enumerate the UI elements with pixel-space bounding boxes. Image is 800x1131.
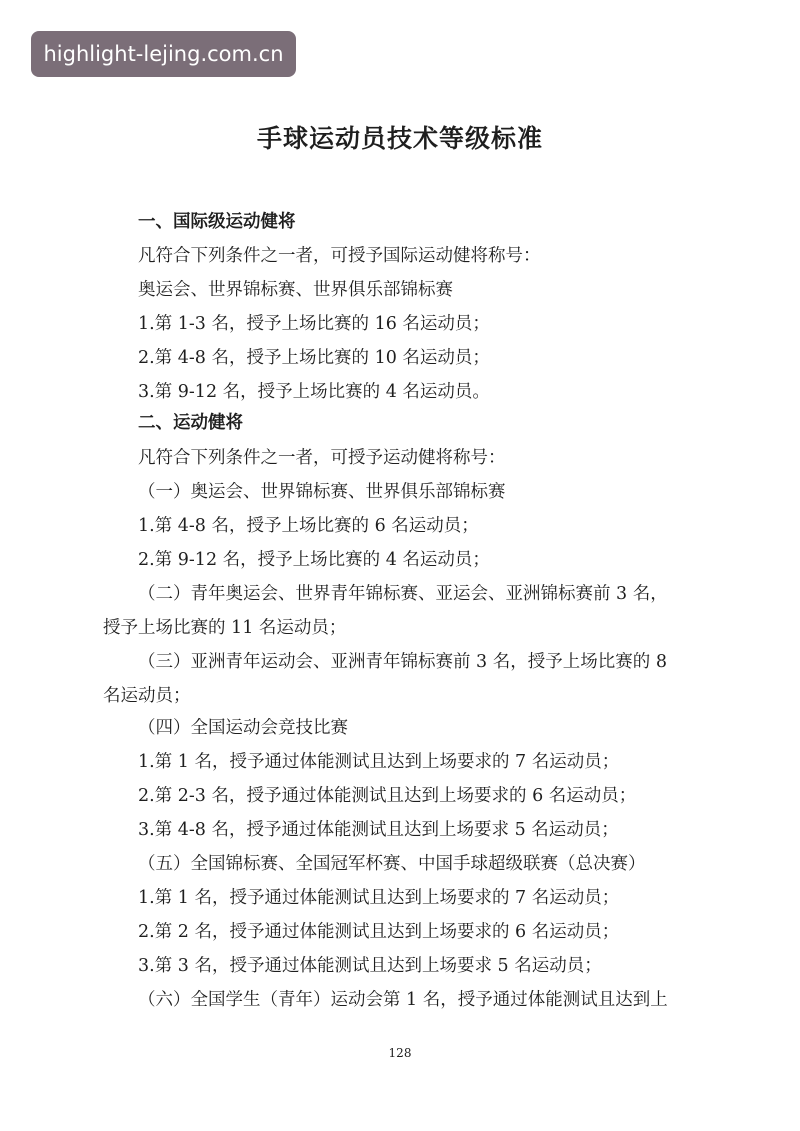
text-line: 2.第 9-12 名，授予上场比赛的 4 名运动员； (138, 550, 490, 570)
text-line: （四）全国运动会竞技比赛 (138, 718, 348, 738)
watermark-badge: highlight-lejing.com.cn (31, 31, 296, 77)
text-line: 1.第 1 名，授予通过体能测试且达到上场要求的 7 名运动员； (138, 888, 620, 908)
text-line: 名运动员； (103, 686, 191, 706)
text-line: 奥运会、世界锦标赛、世界俱乐部锦标赛 (138, 280, 453, 300)
text-line: 授予上场比赛的 11 名运动员； (103, 618, 347, 638)
text-line: 凡符合下列条件之一者，可授予国际运动健将称号： (138, 246, 541, 266)
text-line: 2.第 4-8 名，授予上场比赛的 10 名运动员； (138, 348, 490, 368)
section-heading-2: 二、运动健将 (138, 413, 243, 433)
text-line: 3.第 3 名，授予通过体能测试且达到上场要求 5 名运动员； (138, 956, 602, 976)
section-heading-1: 一、国际级运动健将 (138, 212, 296, 232)
text-line: （二）青年奥运会、世界青年锦标赛、亚运会、亚洲锦标赛前 3 名， (138, 584, 668, 604)
text-line: 3.第 4-8 名，授予通过体能测试且达到上场要求 5 名运动员； (138, 820, 619, 840)
text-line: 1.第 1 名，授予通过体能测试且达到上场要求的 7 名运动员； (138, 752, 620, 772)
text-line: （三）亚洲青年运动会、亚洲青年锦标赛前 3 名，授予上场比赛的 8 (138, 652, 667, 672)
page-title: 手球运动员技术等级标准 (256, 124, 543, 153)
text-line: 2.第 2-3 名，授予通过体能测试且达到上场要求的 6 名运动员； (138, 786, 637, 806)
page-number: 128 (388, 1046, 412, 1060)
text-line: （一）奥运会、世界锦标赛、世界俱乐部锦标赛 (138, 482, 506, 502)
text-line: 3.第 9-12 名，授予上场比赛的 4 名运动员。 (138, 382, 490, 402)
text-line: 凡符合下列条件之一者，可授予运动健将称号： (138, 448, 506, 468)
text-line: （六）全国学生（青年）运动会第 1 名，授予通过体能测试且达到上 (138, 990, 668, 1010)
text-line: （五）全国锦标赛、全国冠军杯赛、中国手球超级联赛（总决赛） (138, 854, 646, 874)
text-line: 1.第 1-3 名，授予上场比赛的 16 名运动员； (138, 314, 490, 334)
text-line: 2.第 2 名，授予通过体能测试且达到上场要求的 6 名运动员； (138, 922, 620, 942)
text-line: 1.第 4-8 名，授予上场比赛的 6 名运动员； (138, 516, 479, 536)
